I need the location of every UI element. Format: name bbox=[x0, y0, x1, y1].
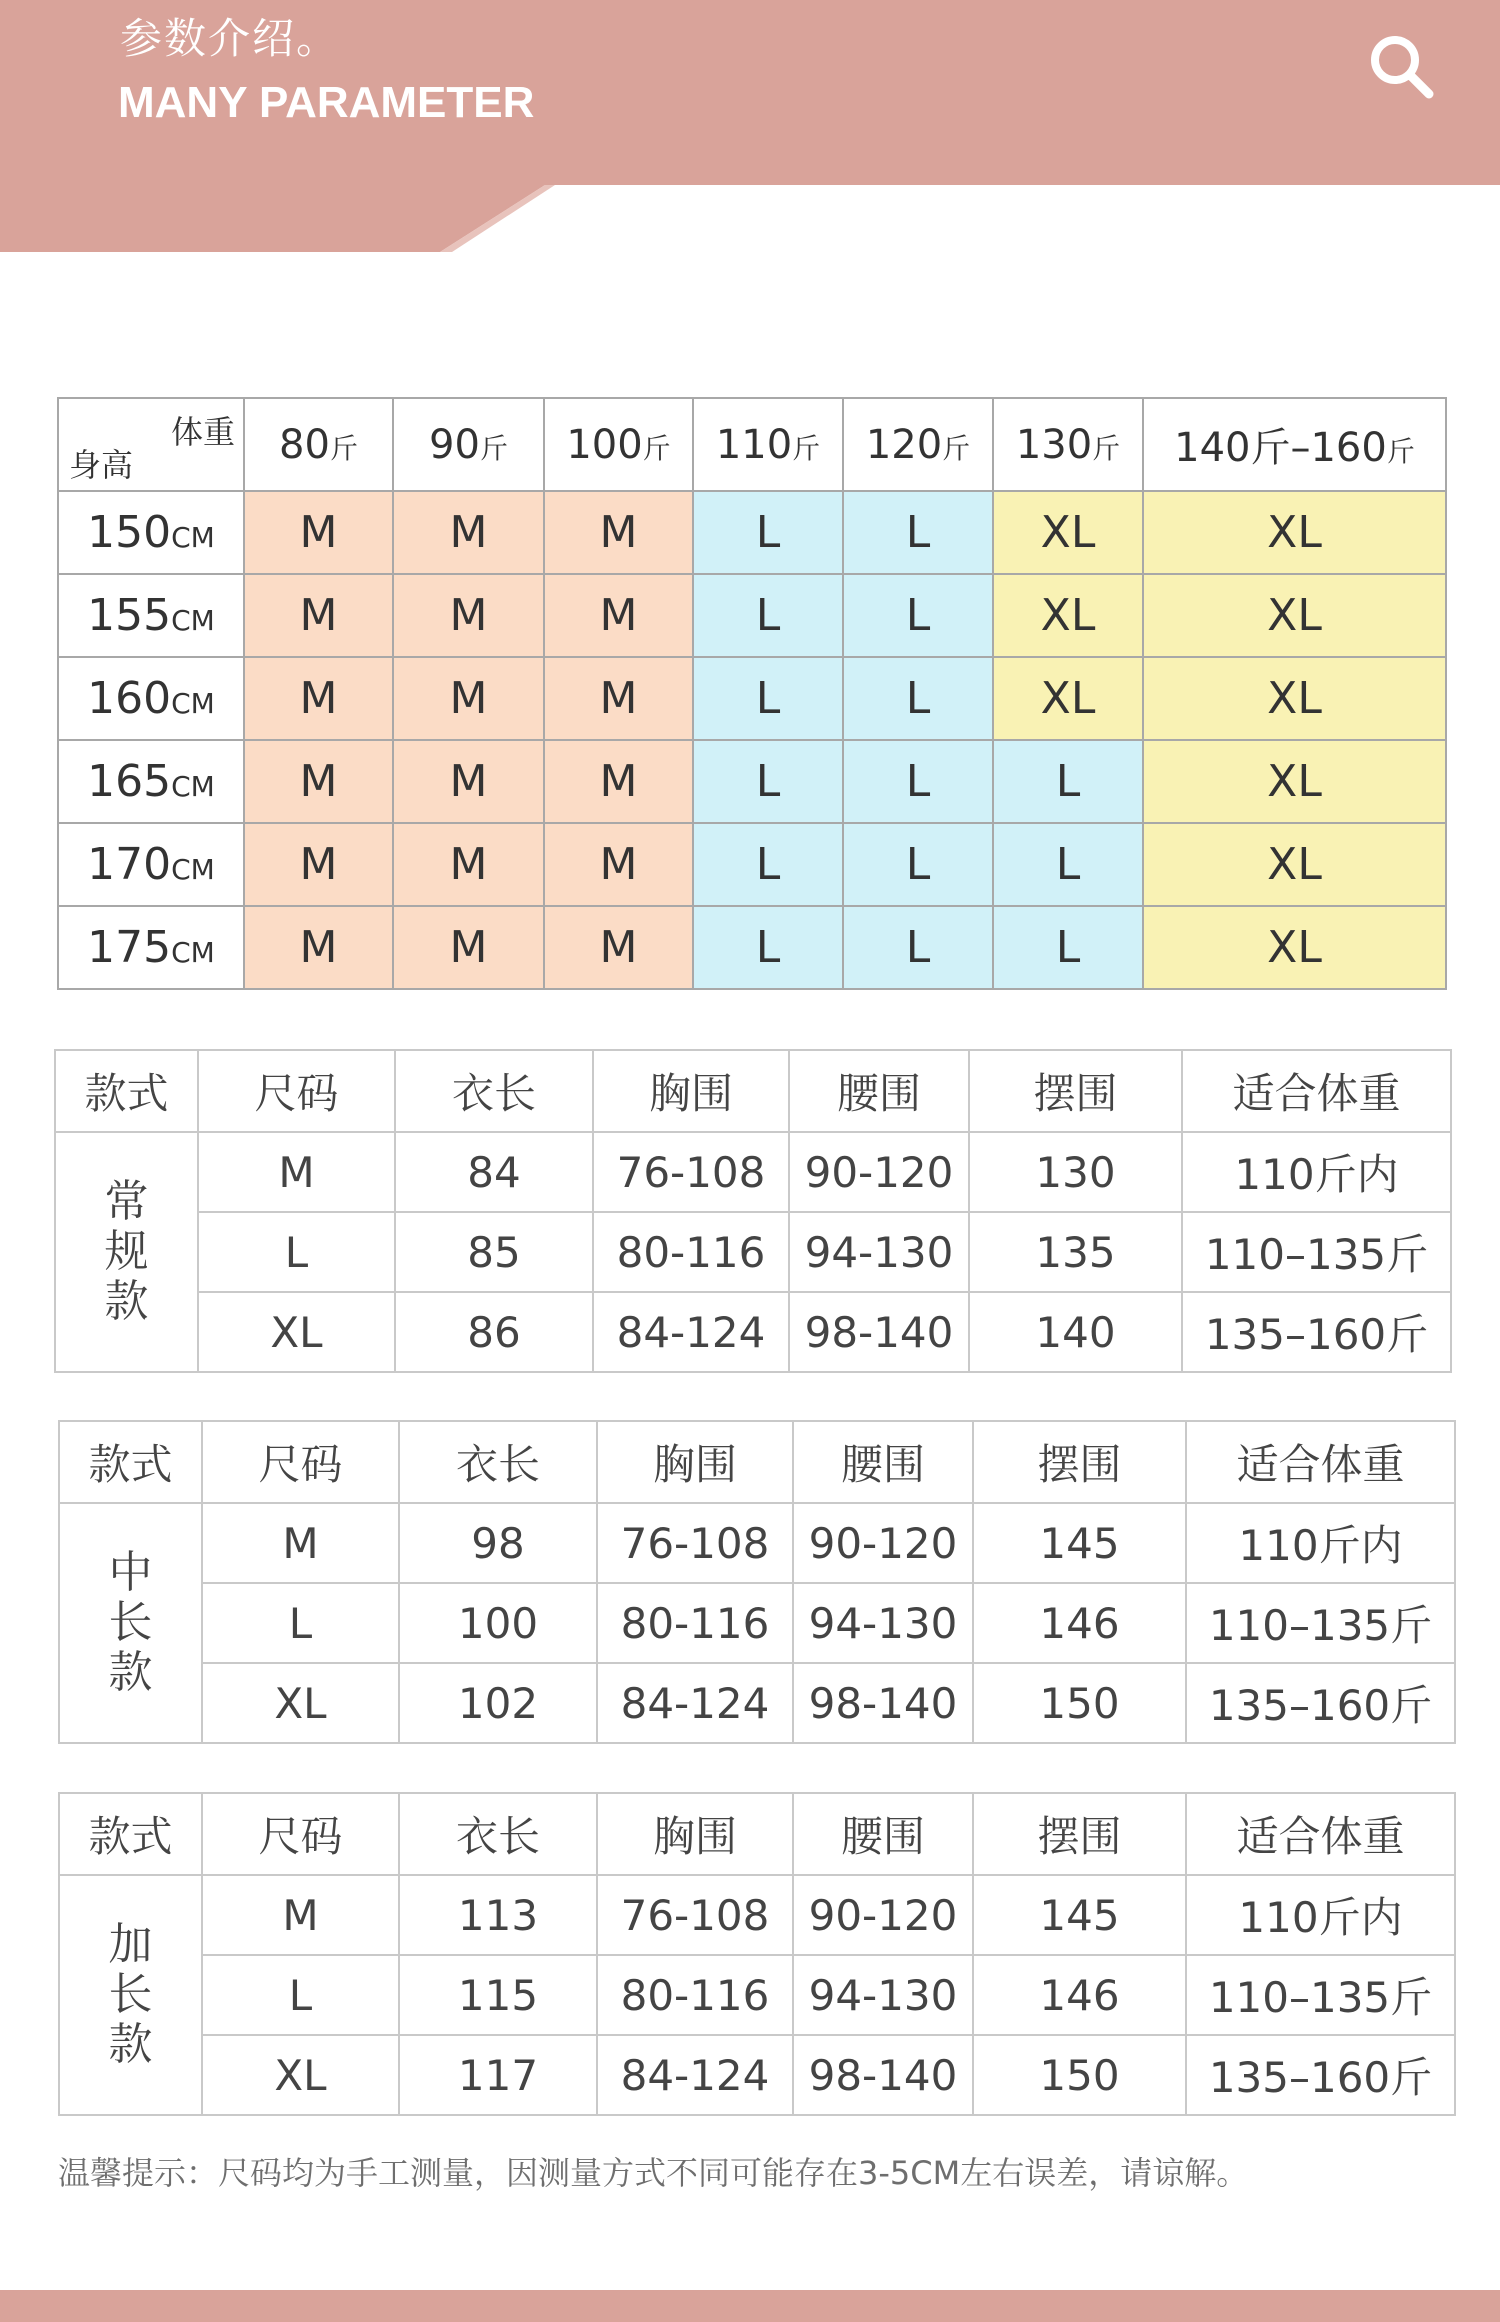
size-cell: M bbox=[544, 657, 693, 740]
style-name: 中 长 款 bbox=[108, 1547, 153, 1698]
weight-header bbox=[1143, 398, 1446, 491]
spec-header-cell: 款式 bbox=[55, 1050, 198, 1132]
spec-cell: 110–135斤 bbox=[1186, 1955, 1455, 2035]
weight-header bbox=[843, 398, 993, 491]
search-icon[interactable] bbox=[1365, 30, 1437, 102]
spec-cell: 110斤内 bbox=[1182, 1132, 1451, 1212]
size-cell: L bbox=[843, 491, 993, 574]
size-chart-header-row bbox=[58, 398, 1446, 491]
spec-cell: 80-116 bbox=[597, 1955, 793, 2035]
size-cell: L bbox=[693, 574, 843, 657]
spec-row bbox=[59, 1875, 1455, 1955]
spec-header-cell: 衣长 bbox=[395, 1050, 593, 1132]
size-cell: XL bbox=[1143, 491, 1446, 574]
spec-row bbox=[59, 1955, 1455, 2035]
spec-cell: 90-120 bbox=[793, 1503, 973, 1583]
weight-value: 110 bbox=[715, 421, 793, 468]
spec-cell: 135–160斤 bbox=[1186, 1663, 1455, 1743]
weight-axis-label: 体重 bbox=[170, 413, 235, 451]
style-name: 加 长 款 bbox=[108, 1919, 153, 2070]
spec-cell: 130 bbox=[969, 1132, 1182, 1212]
size-cell: M bbox=[244, 491, 393, 574]
spec-cell: 110斤内 bbox=[1186, 1503, 1455, 1583]
spec-header-cell: 衣长 bbox=[399, 1421, 597, 1503]
weight-unit: 斤 bbox=[1386, 435, 1415, 468]
size-chart-row bbox=[58, 823, 1446, 906]
spec-row bbox=[59, 1583, 1455, 1663]
spec-cell: 94-130 bbox=[793, 1583, 973, 1663]
weight-value: 80 bbox=[279, 421, 330, 468]
spec-cell: M bbox=[198, 1132, 395, 1212]
weight-unit: 斤 bbox=[642, 431, 671, 465]
spec-cell: 84 bbox=[395, 1132, 593, 1212]
spec-cell: M bbox=[202, 1875, 399, 1955]
size-cell: M bbox=[393, 657, 544, 740]
spec-cell: 102 bbox=[399, 1663, 597, 1743]
height-value: 160 bbox=[87, 673, 172, 724]
spec-cell: 76-108 bbox=[597, 1875, 793, 1955]
spec-cell: 90-120 bbox=[789, 1132, 969, 1212]
weight-unit: 斤 bbox=[329, 431, 358, 465]
spec-cell: 115 bbox=[399, 1955, 597, 2035]
spec-cell: L bbox=[202, 1583, 399, 1663]
size-cell: M bbox=[244, 740, 393, 823]
size-cell: M bbox=[544, 574, 693, 657]
spec-cell: 94-130 bbox=[793, 1955, 973, 2035]
height-unit: CM bbox=[171, 687, 215, 720]
size-cell: M bbox=[244, 823, 393, 906]
weight-header bbox=[993, 398, 1143, 491]
weight-unit: 斤 bbox=[792, 431, 821, 465]
weight-value: 130 bbox=[1015, 421, 1093, 468]
size-cell: XL bbox=[993, 491, 1143, 574]
spec-cell: 76-108 bbox=[593, 1132, 789, 1212]
size-cell: M bbox=[244, 906, 393, 989]
size-chart-row bbox=[58, 906, 1446, 989]
size-cell: XL bbox=[1143, 823, 1446, 906]
height-label bbox=[58, 491, 244, 574]
height-value: 155 bbox=[87, 590, 172, 641]
spec-cell: 86 bbox=[395, 1292, 593, 1372]
weight-header bbox=[693, 398, 843, 491]
weight-unit: 斤 bbox=[942, 431, 971, 465]
spec-header-cell: 适合体重 bbox=[1186, 1421, 1455, 1503]
spec-header-cell: 摆围 bbox=[973, 1793, 1186, 1875]
spec-cell: M bbox=[202, 1503, 399, 1583]
page-title-cn: 参数介绍。 bbox=[120, 14, 341, 63]
spec-cell: 135–160斤 bbox=[1182, 1292, 1451, 1372]
spec-cell: 110–135斤 bbox=[1182, 1212, 1451, 1292]
size-cell: L bbox=[993, 740, 1143, 823]
height-value: 170 bbox=[87, 839, 172, 890]
spec-row bbox=[59, 2035, 1455, 2115]
size-cell: L bbox=[693, 491, 843, 574]
size-cell: M bbox=[393, 740, 544, 823]
spec-header-cell: 衣长 bbox=[399, 1793, 597, 1875]
weight-unit: 斤 bbox=[1092, 431, 1121, 465]
spec-cell: 76-108 bbox=[597, 1503, 793, 1583]
spec-table-long bbox=[58, 1792, 1456, 2116]
size-cell: L bbox=[843, 823, 993, 906]
weight-unit: 斤 bbox=[479, 431, 508, 465]
spec-cell: 110–135斤 bbox=[1186, 1583, 1455, 1663]
spec-cell: 135 bbox=[969, 1212, 1182, 1292]
size-cell: XL bbox=[1143, 657, 1446, 740]
height-label bbox=[58, 574, 244, 657]
spec-table-mid bbox=[58, 1420, 1456, 1744]
size-cell: M bbox=[544, 906, 693, 989]
size-cell: M bbox=[393, 823, 544, 906]
height-label bbox=[58, 657, 244, 740]
size-cell: M bbox=[244, 574, 393, 657]
spec-header-cell: 腰围 bbox=[793, 1793, 973, 1875]
size-cell: L bbox=[843, 906, 993, 989]
size-chart-row bbox=[58, 574, 1446, 657]
size-cell: L bbox=[993, 823, 1143, 906]
size-cell: XL bbox=[1143, 574, 1446, 657]
height-unit: CM bbox=[171, 770, 215, 803]
footer-bar bbox=[0, 2290, 1500, 2322]
spec-cell: 94-130 bbox=[789, 1212, 969, 1292]
height-label bbox=[58, 823, 244, 906]
size-cell: L bbox=[693, 740, 843, 823]
spec-cell: XL bbox=[198, 1292, 395, 1372]
size-cell: XL bbox=[1143, 740, 1446, 823]
spec-header-cell: 适合体重 bbox=[1186, 1793, 1455, 1875]
size-cell: XL bbox=[993, 574, 1143, 657]
spec-header-cell: 适合体重 bbox=[1182, 1050, 1451, 1132]
style-name-cell bbox=[55, 1132, 198, 1372]
spec-header-cell: 款式 bbox=[59, 1793, 202, 1875]
spec-cell: 85 bbox=[395, 1212, 593, 1292]
weight-value: 140斤–160 bbox=[1174, 425, 1387, 471]
spec-cell: 98-140 bbox=[793, 2035, 973, 2115]
spec-table-regular bbox=[54, 1049, 1452, 1373]
size-cell: L bbox=[843, 574, 993, 657]
spec-cell: 84-124 bbox=[597, 2035, 793, 2115]
spec-header-cell: 尺码 bbox=[202, 1421, 399, 1503]
spec-header-cell: 尺码 bbox=[198, 1050, 395, 1132]
spec-cell: 117 bbox=[399, 2035, 597, 2115]
spec-cell: 145 bbox=[973, 1503, 1186, 1583]
weight-value: 100 bbox=[566, 421, 643, 468]
corner-header bbox=[58, 398, 244, 491]
height-unit: CM bbox=[171, 604, 215, 637]
style-name-cell bbox=[59, 1875, 202, 2115]
spec-cell: 146 bbox=[973, 1583, 1186, 1663]
height-unit: CM bbox=[171, 853, 215, 886]
spec-header-cell: 尺码 bbox=[202, 1793, 399, 1875]
spec-header-cell: 胸围 bbox=[597, 1793, 793, 1875]
size-chart-row bbox=[58, 491, 1446, 574]
spec-cell: XL bbox=[202, 2035, 399, 2115]
spec-header-row bbox=[59, 1793, 1455, 1875]
height-label bbox=[58, 740, 244, 823]
style-name: 常 规 款 bbox=[104, 1176, 149, 1327]
spec-header-cell: 胸围 bbox=[593, 1050, 789, 1132]
height-value: 175 bbox=[87, 922, 172, 973]
height-unit: CM bbox=[171, 936, 215, 969]
spec-cell: XL bbox=[202, 1663, 399, 1743]
size-cell: L bbox=[993, 906, 1143, 989]
size-cell: L bbox=[843, 657, 993, 740]
page-title-en: MANY PARAMETER bbox=[118, 78, 535, 127]
style-name-cell bbox=[59, 1503, 202, 1743]
spec-cell: 98-140 bbox=[793, 1663, 973, 1743]
spec-header-cell: 摆围 bbox=[973, 1421, 1186, 1503]
size-cell: L bbox=[693, 906, 843, 989]
spec-row bbox=[55, 1292, 1451, 1372]
spec-cell: 80-116 bbox=[597, 1583, 793, 1663]
size-cell: M bbox=[393, 906, 544, 989]
height-unit: CM bbox=[171, 521, 215, 554]
weight-value: 90 bbox=[429, 421, 480, 468]
spec-cell: L bbox=[202, 1955, 399, 2035]
height-axis-label: 身高 bbox=[69, 446, 134, 484]
spec-cell: 110斤内 bbox=[1186, 1875, 1455, 1955]
spec-cell: 100 bbox=[399, 1583, 597, 1663]
measurement-note: 温馨提示：尺码均为手工测量，因测量方式不同可能存在3-5CM左右误差，请谅解。 bbox=[58, 2154, 1249, 2192]
size-cell: L bbox=[693, 823, 843, 906]
size-chart-table bbox=[57, 397, 1447, 990]
spec-header-row bbox=[59, 1421, 1455, 1503]
spec-cell: 84-124 bbox=[593, 1292, 789, 1372]
size-cell: L bbox=[843, 740, 993, 823]
spec-header-cell: 腰围 bbox=[789, 1050, 969, 1132]
height-value: 165 bbox=[87, 756, 172, 807]
spec-cell: 135–160斤 bbox=[1186, 2035, 1455, 2115]
size-chart-row bbox=[58, 657, 1446, 740]
spec-cell: 146 bbox=[973, 1955, 1186, 2035]
spec-row bbox=[55, 1132, 1451, 1212]
size-cell: M bbox=[244, 657, 393, 740]
size-cell: M bbox=[393, 574, 544, 657]
spec-cell: L bbox=[198, 1212, 395, 1292]
height-value: 150 bbox=[87, 507, 172, 558]
spec-cell: 80-116 bbox=[593, 1212, 789, 1292]
spec-cell: 113 bbox=[399, 1875, 597, 1955]
spec-header-cell: 摆围 bbox=[969, 1050, 1182, 1132]
spec-cell: 140 bbox=[969, 1292, 1182, 1372]
spec-row bbox=[59, 1663, 1455, 1743]
weight-header bbox=[244, 398, 393, 491]
spec-row bbox=[59, 1503, 1455, 1583]
size-cell: XL bbox=[1143, 906, 1446, 989]
size-cell: M bbox=[544, 740, 693, 823]
spec-cell: 150 bbox=[973, 1663, 1186, 1743]
size-cell: L bbox=[693, 657, 843, 740]
spec-cell: 90-120 bbox=[793, 1875, 973, 1955]
spec-cell: 98-140 bbox=[789, 1292, 969, 1372]
size-cell: M bbox=[393, 491, 544, 574]
spec-cell: 84-124 bbox=[597, 1663, 793, 1743]
spec-header-row bbox=[55, 1050, 1451, 1132]
size-cell: M bbox=[544, 823, 693, 906]
weight-value: 120 bbox=[865, 421, 943, 468]
size-cell: M bbox=[544, 491, 693, 574]
size-chart-row bbox=[58, 740, 1446, 823]
spec-header-cell: 胸围 bbox=[597, 1421, 793, 1503]
weight-header bbox=[393, 398, 544, 491]
spec-row bbox=[55, 1212, 1451, 1292]
height-label bbox=[58, 906, 244, 989]
weight-header bbox=[544, 398, 693, 491]
spec-header-cell: 腰围 bbox=[793, 1421, 973, 1503]
spec-cell: 98 bbox=[399, 1503, 597, 1583]
spec-cell: 145 bbox=[973, 1875, 1186, 1955]
size-cell: XL bbox=[993, 657, 1143, 740]
spec-cell: 150 bbox=[973, 2035, 1186, 2115]
spec-header-cell: 款式 bbox=[59, 1421, 202, 1503]
